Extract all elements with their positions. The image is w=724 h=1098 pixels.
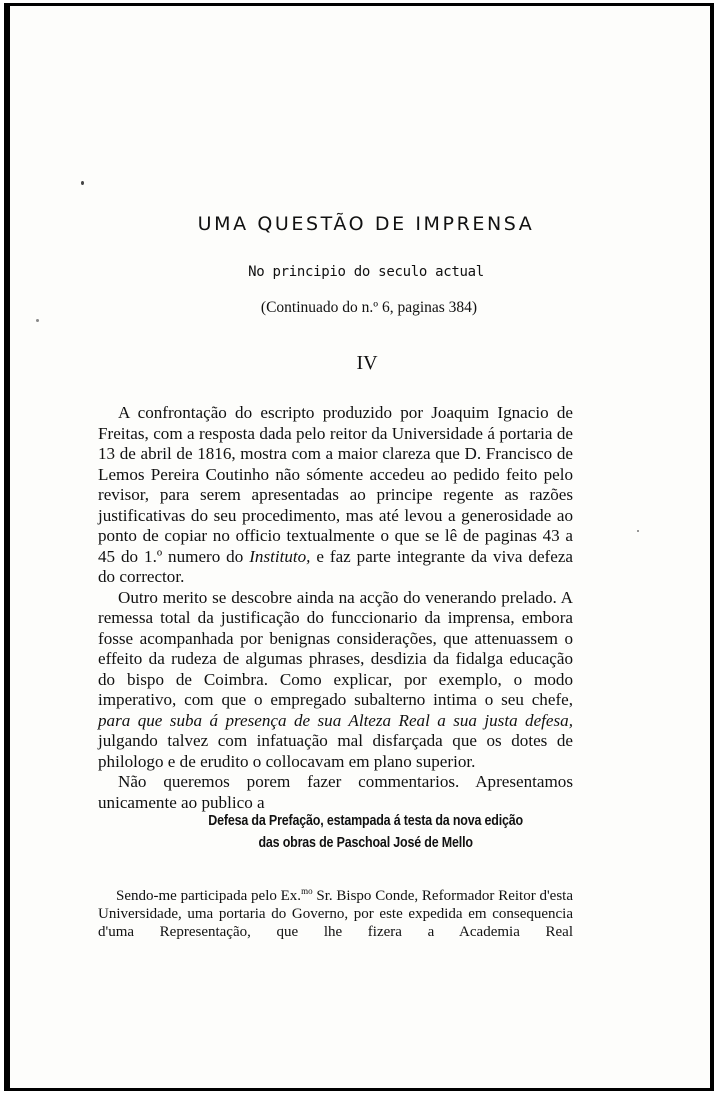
paragraph-1-italic: Instituto, — [249, 546, 311, 566]
paragraph-1-end: e faz parte integrante da viva defeza do corrector. — [98, 546, 573, 586]
paragraph-1 — [98, 403, 573, 588]
defense-heading-line-1: Defesa da Prefação, estampada á testa da nova edição — [208, 813, 524, 829]
paragraph-2-italic: para que suba á presença de sua Alteza Real a sua justa defesa, — [98, 710, 573, 730]
article-subtitle: No principio do seculo actual — [248, 264, 484, 280]
paragraph-2-text: Outro merito se descobre ainda na acção do venerando prelado. A remessa total da justificação do funccionario da imprensa, embora fosse acompanhada por benignas considerações, que attenuassem o effeito da rudeza de algumas phrases, desdizia da fidalga educação do bispo de Coimbra. Como explicar, por exemplo, o modo imperativo, com que o empregado subalterno intima o seu chefe, — [98, 587, 573, 709]
continued-note: (Continuado do n.º 6, paginas 384) — [260, 299, 478, 316]
defense-paragraph — [98, 887, 573, 941]
section-numeral: IV — [356, 352, 378, 374]
defense-text-start: Sendo-me participada pelo Ex. — [116, 888, 302, 904]
ink-speck — [81, 181, 84, 185]
defense-text-rest: Sr. Bispo Conde, Reformador Reitor d'esta Universidade, uma portaria do Governo, por este expedida em consequencia d'uma Representação, que lhe fizera a Academia Real — [98, 888, 574, 940]
paragraph-1-text: A confrontação do escripto produzido por Joaquim Ignacio de Freitas, com a resposta dada pelo reitor da Universidade á portaria de 13 de abril de 1816, mostra com a maior clareza que D. Francisco de Lemos Pereira Coutinho não sómente accedeu ao pedido feito pelo revisor, para serem apresentadas ao principe regente as razões justificativas do seu procedimento, mas até levou a generosidade ao ponto de copiar no officio textualmente o que se lê de paginas 43 a 45 do 1.º numero do — [98, 403, 573, 566]
ink-speck — [637, 530, 639, 532]
defense-text-superscript: mo — [301, 886, 313, 896]
paragraph-2 — [98, 588, 573, 773]
defense-text — [98, 887, 573, 941]
ink-speck — [36, 319, 39, 322]
article-title: UMA QUESTÃO DE IMPRENSA — [197, 213, 535, 235]
defense-heading-line-2: das obras de Paschoal José de Mello — [258, 835, 473, 851]
paragraph-2-end: julgando talvez com infatuação mal disfarçada que os dotes de philologo e de erudito o collocavam em plano superior. — [98, 731, 573, 771]
paragraph-3: Não queremos porem fazer commentarios. Apresentamos unicamente ao publico a — [98, 772, 573, 812]
article-body — [98, 403, 573, 813]
